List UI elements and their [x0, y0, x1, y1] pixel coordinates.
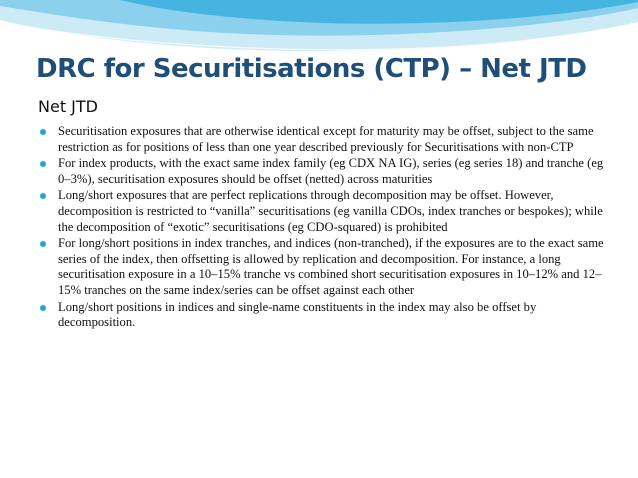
bullet-item [38, 188, 608, 235]
bullet-dot-icon [40, 193, 46, 199]
slide-title: DRC for Securitisations (CTP) – Net JTD [36, 54, 587, 84]
bullet-text: For long/short positions in index tranches, and indices (non-tranched), if the exposures are to the exact same series of the index, then offsetting is allowed by replication and decomposition. For instance, a long securitisation exposure in a 10–15% tranche vs combined short securitisation exposures in 10–12% and 12–15% tranches on the same index/series can be offset against each other [58, 236, 604, 297]
bullet-text: For index products, with the exact same index family (eg CDX NA IG), series (eg series 18) and tranche (eg 0–3%), securitisation exposures should be offset (netted) across maturities [58, 156, 604, 186]
bullet-dot-icon [40, 305, 46, 311]
bullet-list [38, 124, 608, 332]
bullet-text: Long/short positions in indices and single-name constituents in the index may also be offset by decomposition. [58, 299, 537, 330]
bullet-text: Securitisation exposures that are otherwise identical except for maturity may be offset, subject to the same restriction as for positions of less than one year described previously for Securitisations with non-CTP [58, 124, 594, 154]
bullet-dot-icon [40, 129, 46, 135]
bullet-item [38, 236, 608, 298]
bullet-dot-icon [40, 241, 46, 247]
slide-subtitle: Net JTD [38, 97, 98, 116]
bullet-text: Long/short exposures that are perfect replications through decomposition may be offset. However, decomposition is restricted to “vanilla” securitisations (eg vanilla CDOs, index tranches or bespokes); while the decomposition of “exotic” securitisations (eg CDO-squared) is prohibited [58, 188, 603, 234]
bullet-item [38, 124, 608, 155]
bullet-dot-icon [40, 161, 46, 167]
bullet-item [38, 300, 608, 331]
bullet-item [38, 156, 608, 187]
